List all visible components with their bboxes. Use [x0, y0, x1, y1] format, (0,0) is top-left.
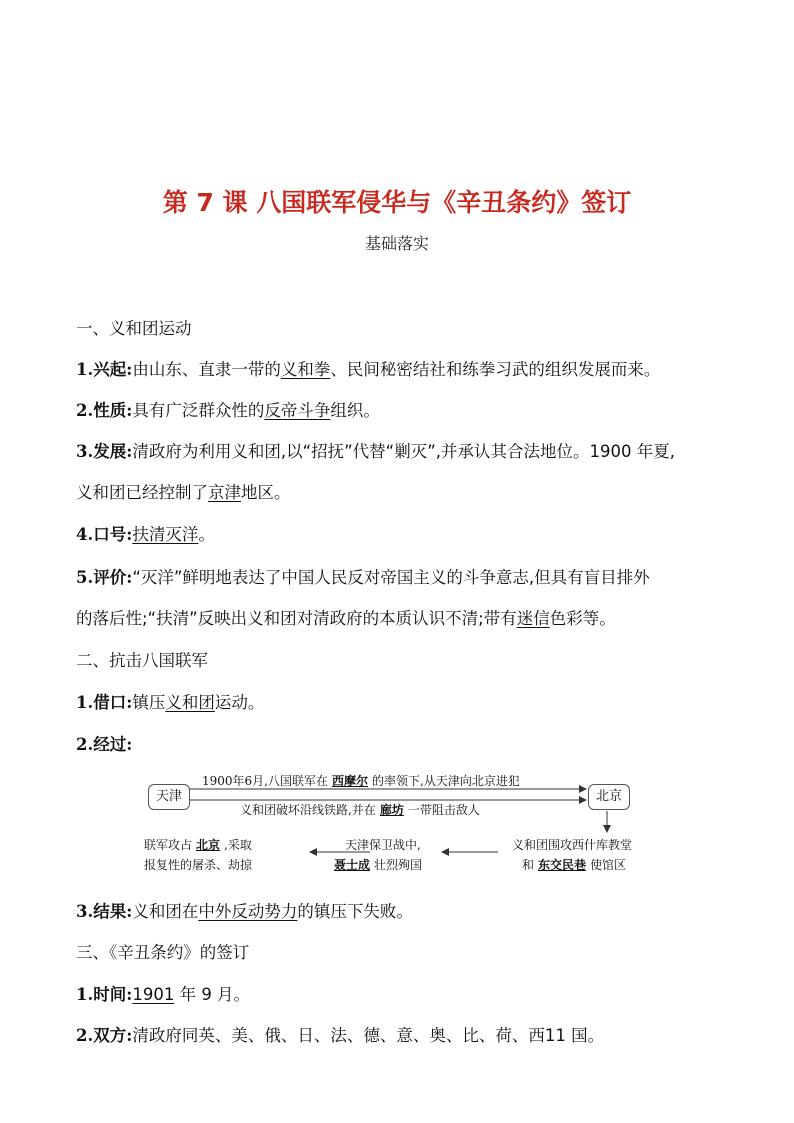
section-3-heading: 三、《辛丑条约》的签订: [76, 943, 250, 962]
item-time: [76, 981, 736, 1005]
tianjin-box: 天津: [148, 784, 190, 810]
item-process: [76, 731, 736, 755]
answer-underline: 扶清灭洋: [132, 525, 199, 544]
item-text: 色彩等。: [549, 609, 616, 628]
item-label: 1.兴起:: [76, 360, 133, 379]
item-label: 1.时间:: [76, 985, 133, 1004]
item-label: 1.借口:: [76, 693, 133, 712]
page-subtitle: 基础落实: [364, 234, 429, 253]
diagram-top-text: [202, 772, 520, 789]
item-label: 3.结果:: [76, 902, 133, 921]
diagram-center-text-1: 天津保卫战中,: [345, 838, 421, 852]
diagram-text: 1900年6月,八国联军在: [202, 774, 328, 788]
item-text: 。: [198, 525, 215, 544]
item-text: 义和团已经控制了: [76, 483, 208, 502]
diagram-right-text-2: [522, 856, 626, 873]
item-slogan: [76, 521, 736, 545]
diagram-text: 一带阻击敌人: [407, 803, 480, 817]
answer-underline: 义和拳: [280, 360, 331, 379]
diagram-text: 的率领下,从天津向北京进犯: [372, 774, 520, 788]
diagram-text: 壮烈殉国: [374, 858, 423, 872]
item-text: 由山东、直隶一带的: [132, 360, 281, 379]
section-2-heading: 二、抗击八国联军: [76, 651, 208, 670]
item-text: 组织。: [330, 401, 380, 420]
section-1-heading: 一、义和团运动: [76, 319, 192, 338]
item-parties: [76, 1022, 736, 1046]
diagram-left-text-1: [144, 836, 252, 853]
diagram-mid-text: [240, 801, 480, 818]
item-result: [76, 898, 736, 922]
item-label: 2.双方:: [76, 1026, 133, 1045]
answer-underline: 1901: [132, 985, 175, 1004]
answer-blank: 聂士成: [334, 858, 371, 872]
item-text: 的镇压下失败。: [297, 902, 413, 921]
diagram-text: ,采取: [224, 838, 252, 852]
item-label: 5.评价:: [76, 568, 133, 587]
item-label: 4.口号:: [76, 525, 133, 544]
answer-blank: 西摩尔: [332, 774, 369, 788]
answer-underline: 迷信: [516, 609, 550, 628]
item-text: 清政府为利用义和团,以“招抚”代替“剿灭”,并承认其合法地位。1900 年夏,: [132, 442, 675, 461]
item-development-cont: [76, 479, 736, 503]
item-text: 运动。: [214, 693, 265, 712]
diagram-left-text-2: 报复性的屠杀、劫掠: [144, 858, 253, 872]
item-text: 地区。: [241, 483, 291, 502]
item-text: 、民间秘密结社和练拳习武的组织发展而来。: [330, 360, 661, 379]
diagram-center-text-2: [330, 856, 422, 873]
item-development: [76, 438, 736, 462]
item-nature: [76, 397, 736, 421]
item-text: 镇压: [132, 693, 166, 712]
diagram-text: 联军攻占: [144, 838, 193, 852]
item-text: 年 9 月。: [174, 985, 251, 1004]
item-label: 3.发展:: [76, 442, 133, 461]
item-text: 具有广泛群众性的: [132, 401, 265, 420]
answer-underline: 中外反动势力: [198, 902, 298, 921]
process-diagram: [140, 770, 660, 880]
item-evaluation: [76, 564, 736, 588]
answer-underline: 义和团: [165, 693, 215, 712]
beijing-box: 北京: [588, 784, 630, 810]
answer-underline: 反帝斗争: [264, 401, 331, 420]
answer-blank: 廊坊: [379, 803, 404, 817]
item-text: 清政府同英、美、俄、日、法、德、意、奥、比、荷、西11 国。: [132, 1026, 605, 1045]
item-rise: [76, 356, 736, 380]
item-pretext: [76, 689, 736, 713]
item-evaluation-cont: [76, 605, 736, 629]
diagram-text: 使馆区: [590, 858, 627, 872]
diagram-right-text-1: 义和团围攻西什库教堂: [512, 838, 633, 852]
answer-underline: 京津: [208, 483, 241, 502]
page-title: 第 7 课 八国联军侵华与《辛丑条约》签订: [162, 188, 632, 217]
item-label: 2.性质:: [76, 401, 133, 420]
answer-blank: 北京: [196, 838, 221, 852]
item-text: 义和团在: [132, 902, 199, 921]
item-label: 2.经过:: [76, 735, 133, 754]
item-text: “灭洋”鲜明地表达了中国人民反对帝国主义的斗争意志,但具有盲目排外: [132, 568, 650, 587]
diagram-text: 和: [522, 858, 535, 872]
answer-blank: 东交民巷: [538, 858, 587, 872]
diagram-text: 义和团破坏沿线铁路,并在: [240, 803, 376, 817]
item-text: 的落后性;“扶清”反映出义和团对清政府的本质认识不清;带有: [76, 609, 517, 628]
